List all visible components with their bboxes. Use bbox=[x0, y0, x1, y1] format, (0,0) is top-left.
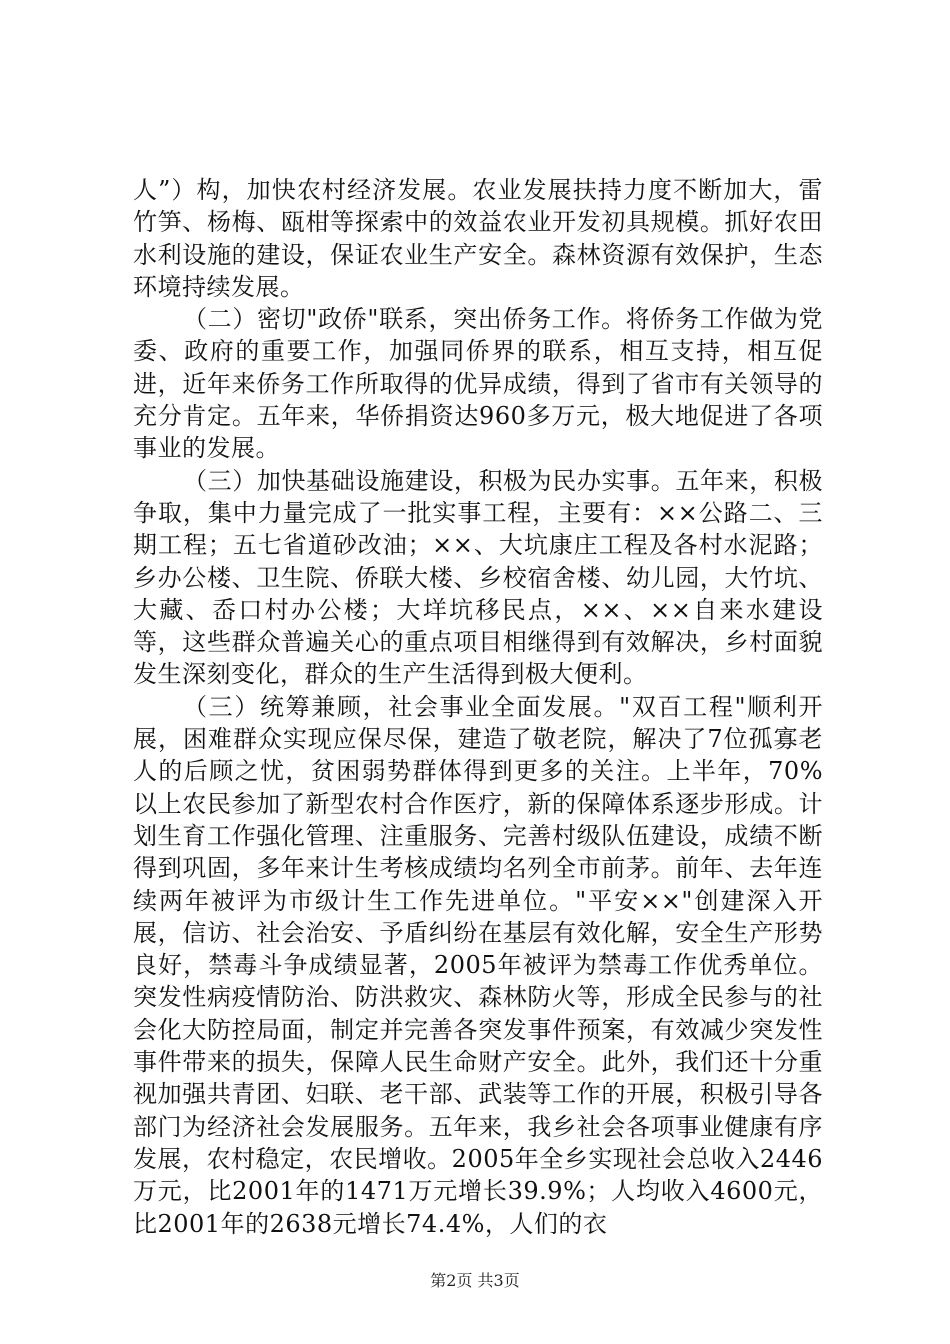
paragraph-social-development: （三）统筹兼顾，社会事业全面发展。"双百工程"顺利开展，困难群众实现应保尽保，建造了敬老院，解决了7位孤寡老人的后顾之忧，贫困弱势群体得到更多的关注。上半年，70%以上农民参加了新型农村合作医疗，新的保障体系逐步形成。计划生育工作强化管理、注重服务、完善村级队伍建设，成绩不断得到巩固，多年来计生考核成绩均名列全市前茅。前年、去年连续两年被评为市级计生工作先进单位。"平安××"创建深入开展，信访、社会治安、予盾纠纷在基层有效化解，安全生产形势良好，禁毒斗争成绩显著，2005年被评为禁毒工作优秀单位。突发性病疫情防治、防洪救灾、森林防火等，形成全民参与的社会化大防控局面，制定并完善各突发事件预案，有效减少突发性事件带来的损失，保障人民生命财产安全。此外，我们还十分重视加强共青团、妇联、老干部、武装等工作的开展，积极引导各部门为经济社会发展服务。五年来，我乡社会各项事业健康有序发展，农村稳定，农民增收。2005年全乡实现社会总收入2446万元，比2001年的1471万元增长39.9%；人均收入4600元，比2001年的2638元增长74.4%，人们的衣 bbox=[133, 692, 823, 1238]
page-footer bbox=[0, 1268, 950, 1291]
paragraph-infrastructure: （三）加快基础设施建设，积极为民办实事。五年来，积极争取，集中力量完成了一批实事工程，主要有：××公路二、三期工程；五七省道砂改油；××、大坑康庄工程及各村水泥路；乡办公楼、卫生院、侨联大楼、乡校宿舍楼、幼儿园，大竹坑、大藏、岙口村办公楼；大垟坑移民点，××、××自来水建设等，这些群众普遍关心的重点项目相继得到有效解决，乡村面貌发生深刻变化，群众的生产生活得到极大便利。 bbox=[133, 466, 823, 689]
document-body bbox=[133, 174, 823, 1240]
paragraph-overseas-affairs: （二）密切"政侨"联系，突出侨务工作。将侨务工作做为党委、政府的重要工作，加强同侨界的联系，相互支持，相互促进，近年来侨务工作所取得的优异成绩，得到了省市有关领导的充分肯定。五年来，华侨捐资达960多万元，极大地促进了各项事业的发展。 bbox=[133, 305, 823, 463]
paragraph-continuation: 人”）构，加快农村经济发展。农业发展扶持力度不断加大，雷竹笋、杨梅、瓯柑等探索中的效益农业开发初具规模。抓好农田水利设施的建设，保证农业生产安全。森林资源有效保护，生态环境持续发展。 bbox=[133, 176, 823, 301]
page-number-label: 第2页 共3页 bbox=[430, 1271, 520, 1290]
